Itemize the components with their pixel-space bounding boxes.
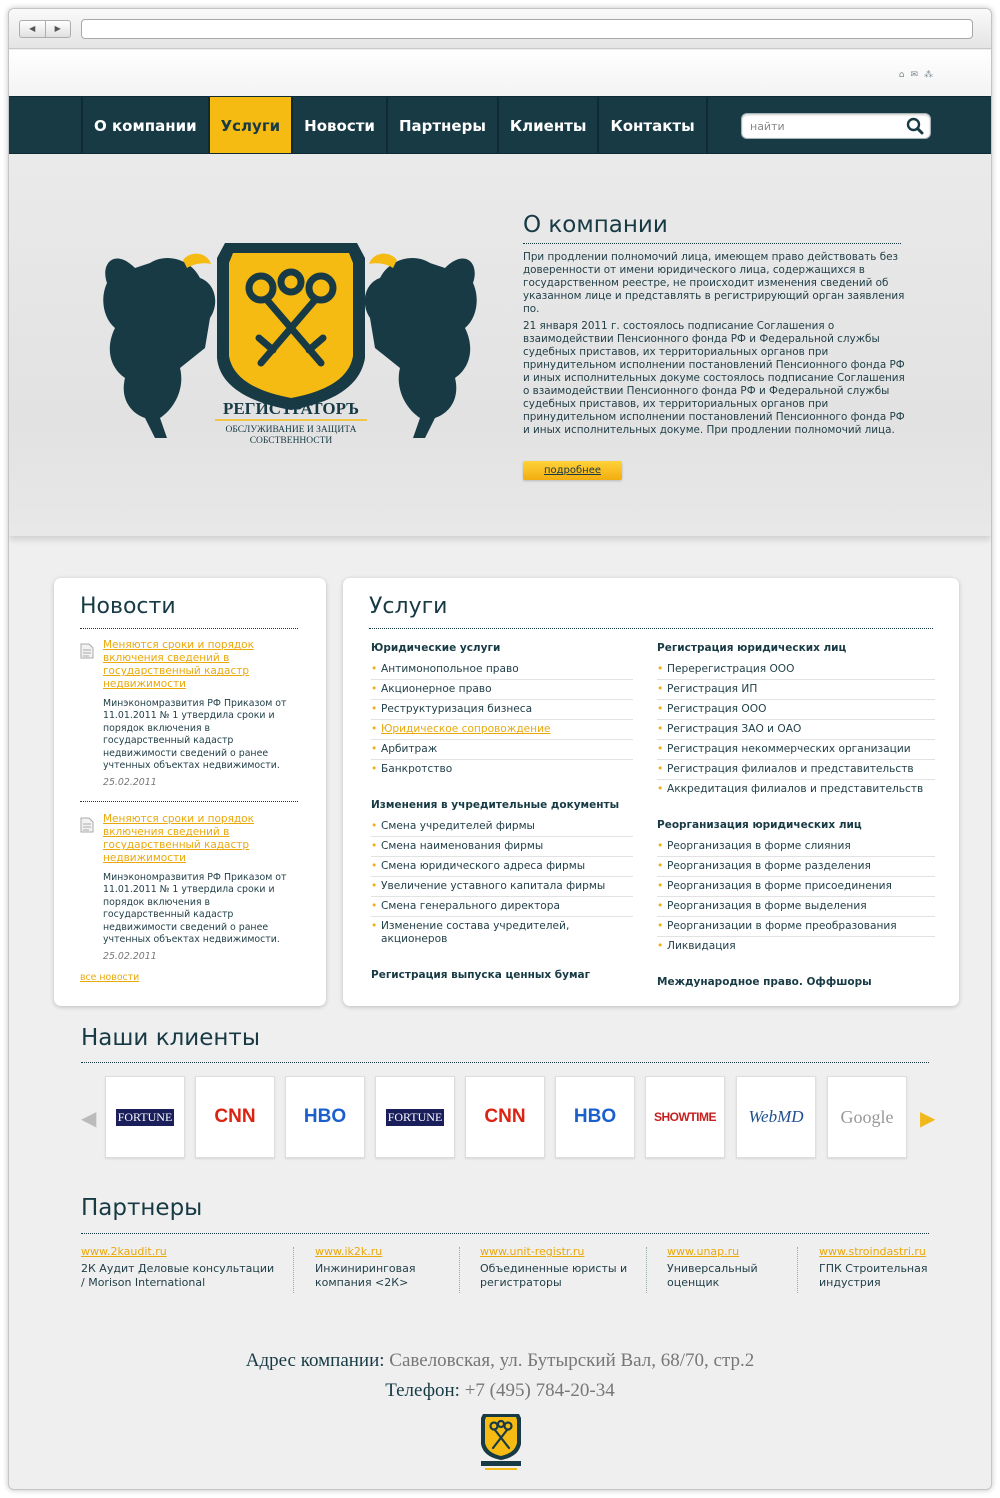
services-title: Услуги bbox=[369, 594, 448, 619]
about-paragraph-1: При продлении полномочий лица, имеющем право действовать без доверенности от имени юридического лица, содержащихся в государственном реестре, не происходит изменения сведений об указанном лице и представлять в регистрирующий орган заявления по. bbox=[523, 251, 905, 315]
news-title: Новости bbox=[80, 594, 176, 619]
client-logo-text: FORTUNE bbox=[117, 1109, 173, 1124]
client-logo[interactable] bbox=[827, 1076, 907, 1158]
history-buttons bbox=[19, 20, 71, 38]
service-group-title: Реорганизация юридических лиц bbox=[657, 819, 862, 831]
service-list bbox=[371, 660, 633, 779]
address-value: Савеловская, ул. Бутырский Вал, 68/70, стр.2 bbox=[389, 1350, 755, 1371]
service-item[interactable]: • Реорганизация в форме выделения bbox=[657, 897, 935, 917]
client-logo[interactable] bbox=[645, 1076, 725, 1158]
service-group-title[interactable]: Международное право. Оффшоры bbox=[657, 976, 872, 988]
nav-item-contacts[interactable]: Контакты bbox=[597, 97, 707, 153]
service-group-title: Юридические услуги bbox=[371, 642, 501, 654]
service-item[interactable]: • Аккредитация филиалов и представительств bbox=[657, 780, 935, 799]
partner-link[interactable]: www.stroindastri.ru bbox=[819, 1245, 926, 1258]
client-logo-text: HBO bbox=[303, 1106, 347, 1127]
divider bbox=[646, 1247, 647, 1293]
more-button[interactable]: подробнее bbox=[523, 461, 622, 480]
client-logo[interactable] bbox=[375, 1076, 455, 1158]
document-icon bbox=[80, 643, 94, 659]
service-item[interactable]: • Реорганизация в форме присоединения bbox=[657, 877, 935, 897]
service-item[interactable]: • Регистрация ИП bbox=[657, 680, 935, 700]
nav-item-clients[interactable]: Клиенты bbox=[497, 97, 598, 153]
news-body: Минэкономразвития РФ Приказом от 11.01.2011 № 1 утвердила сроки и порядок включения в государственный кадастр недвижимости сведений о ранее учтенных объектах недвижимости. bbox=[103, 698, 287, 772]
service-item[interactable]: • Арбитраж bbox=[371, 740, 633, 760]
service-item[interactable]: • Акционерное право bbox=[371, 680, 633, 700]
service-item[interactable]: • Изменение состава учредителей, акционеров bbox=[371, 917, 633, 949]
nav-item-services[interactable]: Услуги bbox=[208, 97, 292, 153]
service-item[interactable]: • Реструктуризация бизнеса bbox=[371, 700, 633, 720]
nav-item-about[interactable]: О компании bbox=[81, 97, 208, 153]
news-date: 25.02.2011 bbox=[103, 777, 157, 789]
partner-description: Инжиниринговая компания <2К> bbox=[315, 1262, 416, 1289]
client-logo[interactable] bbox=[105, 1076, 185, 1158]
services-column-left bbox=[371, 642, 633, 987]
news-panel bbox=[54, 578, 326, 1006]
browser-window bbox=[8, 8, 992, 1490]
service-item[interactable]: • Смена юридического адреса фирмы bbox=[371, 857, 633, 877]
services-column-right bbox=[657, 642, 935, 994]
address-bar[interactable] bbox=[81, 19, 973, 39]
service-item[interactable]: • Регистрация ЗАО и ОАО bbox=[657, 720, 935, 740]
news-item bbox=[80, 639, 300, 788]
browser-toolbar bbox=[9, 9, 991, 49]
brand-tagline-1: ОБСЛУЖИВАНИЕ И ЗАЩИТА bbox=[225, 425, 357, 435]
partner-link[interactable]: www.2kaudit.ru bbox=[81, 1245, 167, 1258]
home-icon[interactable]: ⌂ bbox=[898, 70, 905, 80]
client-logo-text: WebMD bbox=[748, 1107, 804, 1126]
news-link[interactable]: Меняются сроки и порядок включения сведений в государственный кадастр недвижимости bbox=[103, 639, 254, 690]
service-item[interactable]: • Регистрация ООО bbox=[657, 700, 935, 720]
divider bbox=[81, 1062, 929, 1063]
service-group-title[interactable]: Регистрация выпуска ценных бумаг bbox=[371, 969, 591, 981]
about-paragraph-2: 21 января 2011 г. состоялось подписание Соглашения о взаимодействии Пенсионного фонда РФ и Федеральной службы судебных приставов, их территориальных органов при принудительном исполнении постановлений Пенсионного фонда РФ и иных исполнительных докуме состоялось подписание Соглашения о взаимодействии Пенсионного фонда РФ и Федеральной службы судебных приставов, их территориальных органов при принудительном исполнении постановлений Пенсионного фонда РФ и иных исполнительных докуме. При продлении полномочий лица. bbox=[523, 320, 905, 436]
service-item[interactable]: • Реорганизация в форме слияния bbox=[657, 837, 935, 857]
menu bbox=[81, 97, 708, 153]
brand-tagline-2: СОБСТВЕННОСТИ bbox=[249, 436, 333, 446]
service-item[interactable]: • Банкротство bbox=[371, 760, 633, 779]
about-title: О компании bbox=[523, 212, 668, 238]
partner-description: ГПК Строительная индустрия bbox=[819, 1262, 928, 1289]
about-text bbox=[523, 251, 909, 441]
divider bbox=[459, 1247, 460, 1293]
partner-item bbox=[819, 1245, 944, 1290]
address-label: Адрес компании: bbox=[245, 1350, 385, 1371]
document-icon bbox=[80, 817, 94, 833]
top-strip bbox=[9, 50, 991, 96]
service-item[interactable]: • Реорганизация в форме разделения bbox=[657, 857, 935, 877]
client-logo-text: SHOWTIME bbox=[654, 1110, 716, 1124]
page bbox=[9, 50, 991, 1490]
service-item[interactable]: • Регистрация филиалов и представительств bbox=[657, 760, 935, 780]
news-item bbox=[80, 813, 300, 962]
client-logo[interactable] bbox=[555, 1076, 635, 1158]
news-body: Минэкономразвития РФ Приказом от 11.01.2011 № 1 утвердила сроки и порядок включения в государственный кадастр недвижимости сведений о ранее учтенных объектах недвижимости. bbox=[103, 872, 287, 946]
client-logo-text: HBO bbox=[573, 1106, 617, 1127]
service-list bbox=[657, 660, 935, 799]
divider bbox=[81, 1233, 929, 1234]
service-item[interactable]: • Юридическое сопровождение bbox=[371, 720, 633, 740]
brand-name: РЕГИСТРАТОРЪ bbox=[222, 399, 360, 418]
search-input[interactable] bbox=[750, 118, 900, 134]
partner-item bbox=[81, 1245, 277, 1290]
divider bbox=[80, 801, 298, 802]
sitemap-icon[interactable]: ⁂ bbox=[924, 70, 933, 80]
all-news-link[interactable]: все новости bbox=[80, 972, 140, 983]
client-logo-text: CNN bbox=[484, 1106, 526, 1127]
client-logo[interactable] bbox=[736, 1076, 816, 1158]
partner-item bbox=[667, 1245, 777, 1290]
partner-link[interactable]: www.unap.ru bbox=[667, 1245, 740, 1258]
partner-link[interactable]: www.ik2k.ru bbox=[315, 1245, 383, 1258]
service-list bbox=[657, 837, 935, 956]
client-logo[interactable] bbox=[285, 1076, 365, 1158]
service-item[interactable]: • Смена генерального директора bbox=[371, 897, 633, 917]
carousel-next-icon[interactable]: ▶ bbox=[920, 1106, 936, 1130]
company-crest-logo bbox=[95, 238, 485, 453]
hero bbox=[9, 154, 991, 536]
divider bbox=[523, 243, 901, 244]
partner-description: Универсальный оценщик bbox=[667, 1262, 758, 1289]
phone-label: Телефон: bbox=[385, 1380, 460, 1401]
partner-description: Объединенные юристы и регистраторы bbox=[480, 1262, 628, 1289]
client-logo-text: CNN bbox=[214, 1106, 256, 1127]
client-logo-text: FORTUNE bbox=[387, 1109, 443, 1124]
client-logo[interactable] bbox=[465, 1076, 545, 1158]
service-group-title: Регистрация юридических лиц bbox=[657, 642, 847, 654]
services-panel bbox=[343, 578, 959, 1006]
service-item[interactable]: • Увеличение уставного капитала фирмы bbox=[371, 877, 633, 897]
divider bbox=[80, 628, 298, 629]
partner-item bbox=[315, 1245, 447, 1290]
news-link[interactable]: Меняются сроки и порядок включения сведений в государственный кадастр недвижимости bbox=[103, 813, 254, 864]
footer-logo bbox=[479, 1412, 523, 1472]
service-item[interactable]: • Перерегистрация ООО bbox=[657, 660, 935, 680]
nav-item-news[interactable]: Новости bbox=[291, 97, 386, 153]
news-date: 25.02.2011 bbox=[103, 951, 157, 963]
service-item[interactable]: • Смена наименования фирмы bbox=[371, 837, 633, 857]
service-item[interactable]: • Ликвидация bbox=[657, 937, 935, 956]
partner-description: 2К Аудит Деловые консультации / Morison International bbox=[81, 1262, 275, 1289]
forward-icon[interactable]: ▶ bbox=[54, 24, 61, 33]
client-logo[interactable] bbox=[195, 1076, 275, 1158]
utility-icons bbox=[899, 70, 933, 80]
service-group-title: Изменения в учредительные документы bbox=[371, 799, 620, 811]
company-address bbox=[9, 1350, 991, 1372]
divider bbox=[369, 628, 933, 629]
service-item[interactable]: • Смена учредителей фирмы bbox=[371, 817, 633, 837]
carousel-prev-icon[interactable]: ◀ bbox=[81, 1106, 97, 1130]
back-icon[interactable]: ◀ bbox=[20, 21, 46, 37]
partners-title: Партнеры bbox=[81, 1195, 203, 1221]
search-icon[interactable] bbox=[906, 117, 924, 135]
search-box bbox=[741, 113, 931, 139]
nav-item-partners[interactable]: Партнеры bbox=[386, 97, 497, 153]
divider bbox=[293, 1247, 294, 1293]
mail-icon[interactable]: ✉ bbox=[910, 70, 918, 80]
company-phone bbox=[9, 1380, 991, 1402]
clients-title: Наши клиенты bbox=[81, 1025, 260, 1051]
service-item[interactable]: • Регистрация некоммерческих организации bbox=[657, 740, 935, 760]
service-list bbox=[371, 817, 633, 949]
divider bbox=[797, 1247, 798, 1293]
main-nav bbox=[9, 96, 991, 154]
client-logo-text: Google bbox=[840, 1106, 894, 1127]
partner-link[interactable]: www.unit-registr.ru bbox=[480, 1245, 585, 1258]
service-item[interactable]: • Реорганизации в форме преобразования bbox=[657, 917, 935, 937]
phone-value: +7 (495) 784-20-34 bbox=[464, 1380, 615, 1401]
service-item[interactable]: • Антимонопольное право bbox=[371, 660, 633, 680]
partner-item bbox=[480, 1245, 630, 1290]
